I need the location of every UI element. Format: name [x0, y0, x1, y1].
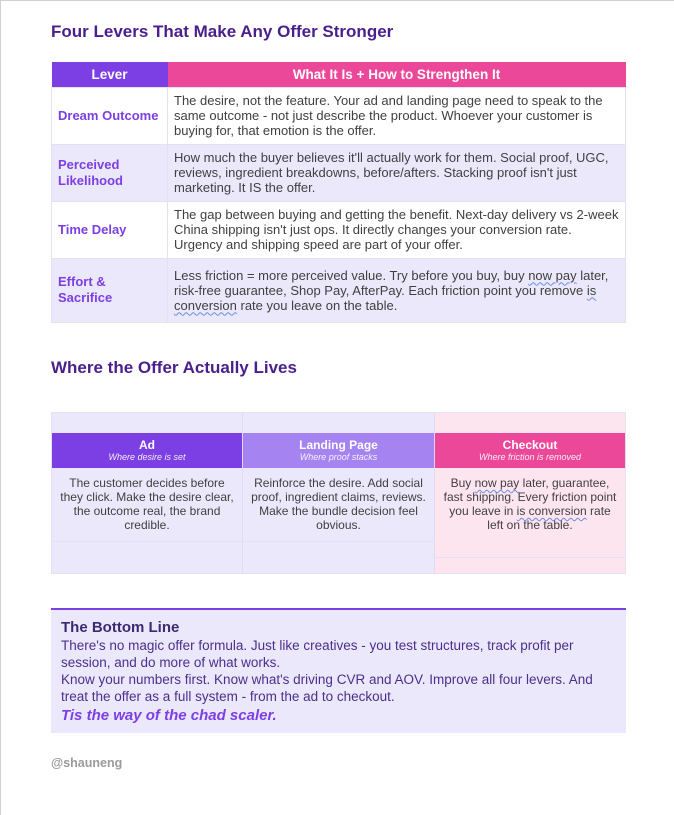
lever-description: The gap between buying and getting the benefit. Next-day delivery vs 2-week China shipping isn't just ops. It directly changes your conversion rate. Urgency and shipping speed are part of your offer. [168, 201, 626, 258]
column-title: Landing Page [299, 438, 378, 452]
levers-table [51, 62, 626, 323]
table-row [52, 201, 626, 258]
column-subtitle: Where desire is set [108, 452, 186, 462]
column-body [435, 468, 625, 532]
lever-name: Effort & Sacrifice [52, 258, 168, 322]
spellcheck-underline: now pay [528, 267, 577, 283]
spellcheck-underline: is conversion [516, 504, 587, 518]
lever-description: How much the buyer believes it'll actually work for them. Social proof, UGC, reviews, ingredient breakdowns, before/afters. Stacking proof isn't just marketing. It IS the offer. [168, 144, 626, 201]
spellcheck-underline: now pay [474, 476, 520, 490]
lever-name: Time Delay [52, 201, 168, 258]
header-lever: Lever [52, 62, 168, 87]
column-subtitle: Where friction is removed [478, 452, 582, 462]
lever-name: Dream Outcome [52, 87, 168, 144]
spellcheck-underline: is conversion [174, 282, 597, 313]
desc-part: later, risk-free guarantee, Shop Pay, AfterPay. Each friction point you remove [174, 267, 609, 298]
table-row [52, 87, 626, 144]
body-part: Buy [450, 476, 475, 490]
header-description: What It Is + How to Strengthen It [168, 62, 626, 87]
column-title: Checkout [502, 438, 558, 452]
offer-column-checkout [435, 413, 625, 573]
desc-part: Less friction = more perceived value. Try before you buy, buy [174, 267, 529, 283]
column-subtitle: Where proof stacks [299, 452, 378, 462]
section-title: Where the Offer Actually Lives [51, 358, 297, 377]
bottom-line-paragraph: There's no magic offer formula. Just like creatives - you test structures, track profit per session, and do more of what works. [61, 638, 574, 670]
offer-column-landing-page [243, 413, 435, 573]
offer-column-ad [52, 413, 243, 573]
column-header [52, 433, 242, 468]
page-title: Four Levers That Make Any Offer Stronger [51, 22, 394, 41]
author-credit: @shauneng [51, 756, 123, 770]
column-header [243, 433, 434, 468]
lever-description: The desire, not the feature. Your ad and landing page need to speak to the same outcome - not just describe the product. Whoever your customer is buying for, that emotion is the offer. [168, 87, 626, 144]
levers-header-row [52, 62, 626, 87]
bottom-line-paragraph: Know your numbers first. Know what's driving CVR and AOV. Improve all four levers. And treat the offer as a full system - from the ad to checkout. [61, 672, 593, 704]
offer-grid [51, 412, 626, 574]
table-row [52, 258, 626, 322]
column-body: Reinforce the desire. Add social proof, ingredient claims, reviews. Make the bundle decision feel obvious. [251, 476, 426, 532]
lever-name: Perceived Likelihood [52, 144, 168, 201]
body-part: later, guarantee, fast shipping. Every friction point you leave in [443, 476, 617, 518]
bottom-line-box [51, 608, 626, 733]
column-body: The customer decides before they click. Make the desire clear, the outcome real, the brand credible. [60, 476, 234, 532]
lever-description [168, 258, 626, 322]
column-title: Ad [139, 438, 155, 452]
bottom-line-tagline: Tis the way of the chad scaler. [61, 707, 277, 724]
table-row [52, 144, 626, 201]
body-part: rate left on the table. [487, 504, 611, 532]
desc-part: rate you leave on the table. [236, 297, 398, 313]
column-header [435, 433, 625, 468]
bottom-line-title: The Bottom Line [61, 619, 180, 636]
